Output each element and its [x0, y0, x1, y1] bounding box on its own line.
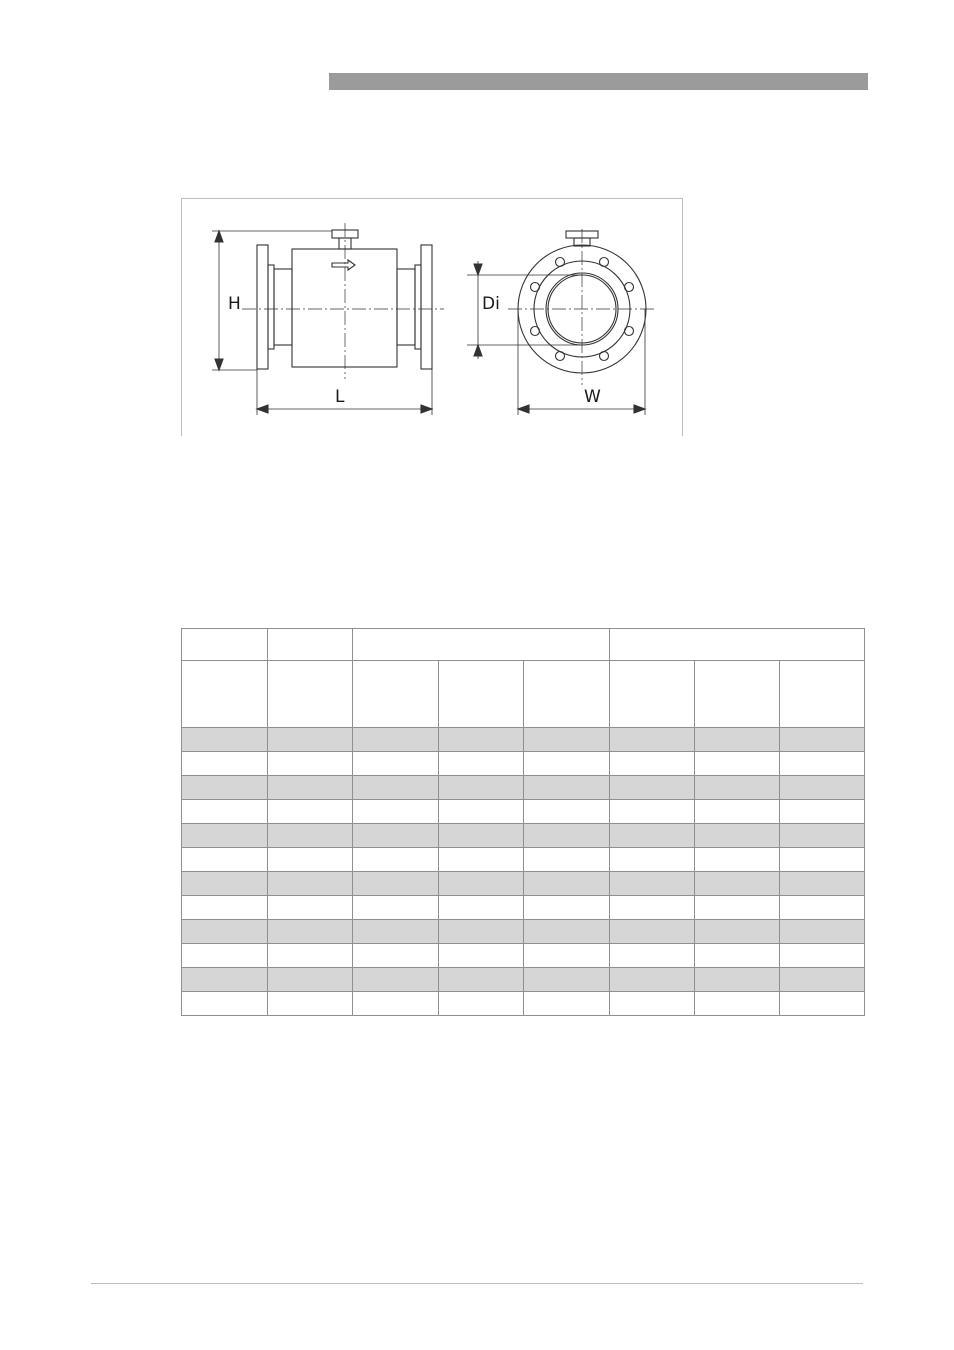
- table-cell: [353, 728, 439, 752]
- table-cell: [439, 776, 524, 800]
- table-cell: [780, 872, 865, 896]
- table-row: [182, 920, 865, 944]
- table-cell: [780, 968, 865, 992]
- table-cell: [268, 896, 353, 920]
- table-cell: [182, 920, 268, 944]
- dimensions-table: [181, 628, 865, 1016]
- table-cell: [268, 992, 353, 1016]
- table-cell: [610, 728, 695, 752]
- table-cell: [439, 968, 524, 992]
- table-cell: [268, 968, 353, 992]
- table-cell: [780, 800, 865, 824]
- table-cell: [695, 896, 780, 920]
- flowmeter-drawing: [182, 199, 684, 437]
- bore-label: Di: [482, 294, 500, 314]
- left-flange: [257, 245, 268, 369]
- table-cell: [182, 800, 268, 824]
- table-cell: [610, 872, 695, 896]
- table-body: [182, 728, 865, 1016]
- header-cell: [780, 661, 865, 728]
- table-cell: [524, 992, 610, 1016]
- table-cell: [182, 872, 268, 896]
- table-cell: [610, 896, 695, 920]
- table-cell: [524, 776, 610, 800]
- table-cell: [353, 920, 439, 944]
- table-row: [182, 896, 865, 920]
- table-cell: [182, 776, 268, 800]
- table-header-row: [182, 629, 865, 661]
- table-cell: [268, 920, 353, 944]
- table-row: [182, 800, 865, 824]
- table-cell: [780, 896, 865, 920]
- table-cell: [439, 824, 524, 848]
- dimension-drawing: [181, 198, 683, 436]
- table-cell: [780, 752, 865, 776]
- table-cell: [780, 824, 865, 848]
- table-cell: [610, 776, 695, 800]
- table-cell: [695, 728, 780, 752]
- table-cell: [695, 944, 780, 968]
- table-cell: [610, 920, 695, 944]
- width-label: W: [584, 387, 601, 407]
- header-cell: [182, 629, 268, 661]
- table-cell: [353, 944, 439, 968]
- header-group-cell: [353, 629, 610, 661]
- table-cell: [695, 872, 780, 896]
- table-cell: [695, 800, 780, 824]
- table-cell: [268, 872, 353, 896]
- table-row: [182, 944, 865, 968]
- header-cell: [695, 661, 780, 728]
- table-cell: [610, 824, 695, 848]
- table-cell: [610, 800, 695, 824]
- table-cell: [610, 944, 695, 968]
- table-cell: [353, 992, 439, 1016]
- table-cell: [695, 992, 780, 1016]
- table-row: [182, 752, 865, 776]
- table-cell: [439, 872, 524, 896]
- table-cell: [439, 752, 524, 776]
- table-cell: [353, 896, 439, 920]
- table-cell: [780, 776, 865, 800]
- table-cell: [353, 752, 439, 776]
- table-cell: [524, 968, 610, 992]
- table-cell: [182, 944, 268, 968]
- table-cell: [182, 728, 268, 752]
- table-cell: [524, 800, 610, 824]
- table-cell: [268, 728, 353, 752]
- table-row: [182, 848, 865, 872]
- table-cell: [182, 848, 268, 872]
- right-flange: [421, 245, 432, 369]
- table-cell: [610, 968, 695, 992]
- table-cell: [780, 992, 865, 1016]
- table-cell: [524, 848, 610, 872]
- table-cell: [353, 872, 439, 896]
- table-cell: [524, 752, 610, 776]
- header-cell: [268, 661, 353, 728]
- table-cell: [353, 800, 439, 824]
- table-cell: [353, 968, 439, 992]
- table-cell: [182, 896, 268, 920]
- table-cell: [780, 944, 865, 968]
- table-cell: [268, 752, 353, 776]
- table-cell: [268, 944, 353, 968]
- table-cell: [439, 944, 524, 968]
- table-cell: [610, 848, 695, 872]
- table-cell: [182, 968, 268, 992]
- table-cell: [524, 872, 610, 896]
- table-cell: [268, 848, 353, 872]
- header-bar: [329, 73, 868, 90]
- table-cell: [695, 776, 780, 800]
- table-cell: [610, 992, 695, 1016]
- table-row: [182, 776, 865, 800]
- header-cell: [353, 661, 439, 728]
- table-row: [182, 992, 865, 1016]
- table-cell: [182, 992, 268, 1016]
- table-cell: [439, 728, 524, 752]
- table-cell: [524, 896, 610, 920]
- header-group-cell: [610, 629, 865, 661]
- table-cell: [695, 848, 780, 872]
- table-cell: [182, 824, 268, 848]
- table-row: [182, 968, 865, 992]
- table-row: [182, 824, 865, 848]
- table-cell: [610, 752, 695, 776]
- table-cell: [182, 752, 268, 776]
- table-cell: [439, 920, 524, 944]
- table-cell: [780, 848, 865, 872]
- table-row: [182, 728, 865, 752]
- table-cell: [268, 776, 353, 800]
- length-label: L: [335, 387, 345, 407]
- table-cell: [524, 920, 610, 944]
- table-cell: [524, 824, 610, 848]
- table-row: [182, 872, 865, 896]
- header-cell: [439, 661, 524, 728]
- table-cell: [268, 800, 353, 824]
- table-cell: [439, 992, 524, 1016]
- table-cell: [268, 824, 353, 848]
- table-cell: [695, 752, 780, 776]
- table-cell: [353, 776, 439, 800]
- table-cell: [439, 896, 524, 920]
- table-cell: [439, 800, 524, 824]
- table-cell: [439, 848, 524, 872]
- header-cell: [524, 661, 610, 728]
- table-cell: [695, 920, 780, 944]
- table-cell: [695, 968, 780, 992]
- table-cell: [524, 944, 610, 968]
- header-cell: [182, 661, 268, 728]
- table-cell: [780, 920, 865, 944]
- table-cell: [353, 848, 439, 872]
- height-label: H: [228, 294, 241, 314]
- table-cell: [780, 728, 865, 752]
- table-cell: [695, 824, 780, 848]
- footer-rule: [91, 1283, 863, 1284]
- header-cell: [268, 629, 353, 661]
- table-subheader-row: [182, 661, 865, 728]
- header-cell: [610, 661, 695, 728]
- table-cell: [524, 728, 610, 752]
- table-cell: [353, 824, 439, 848]
